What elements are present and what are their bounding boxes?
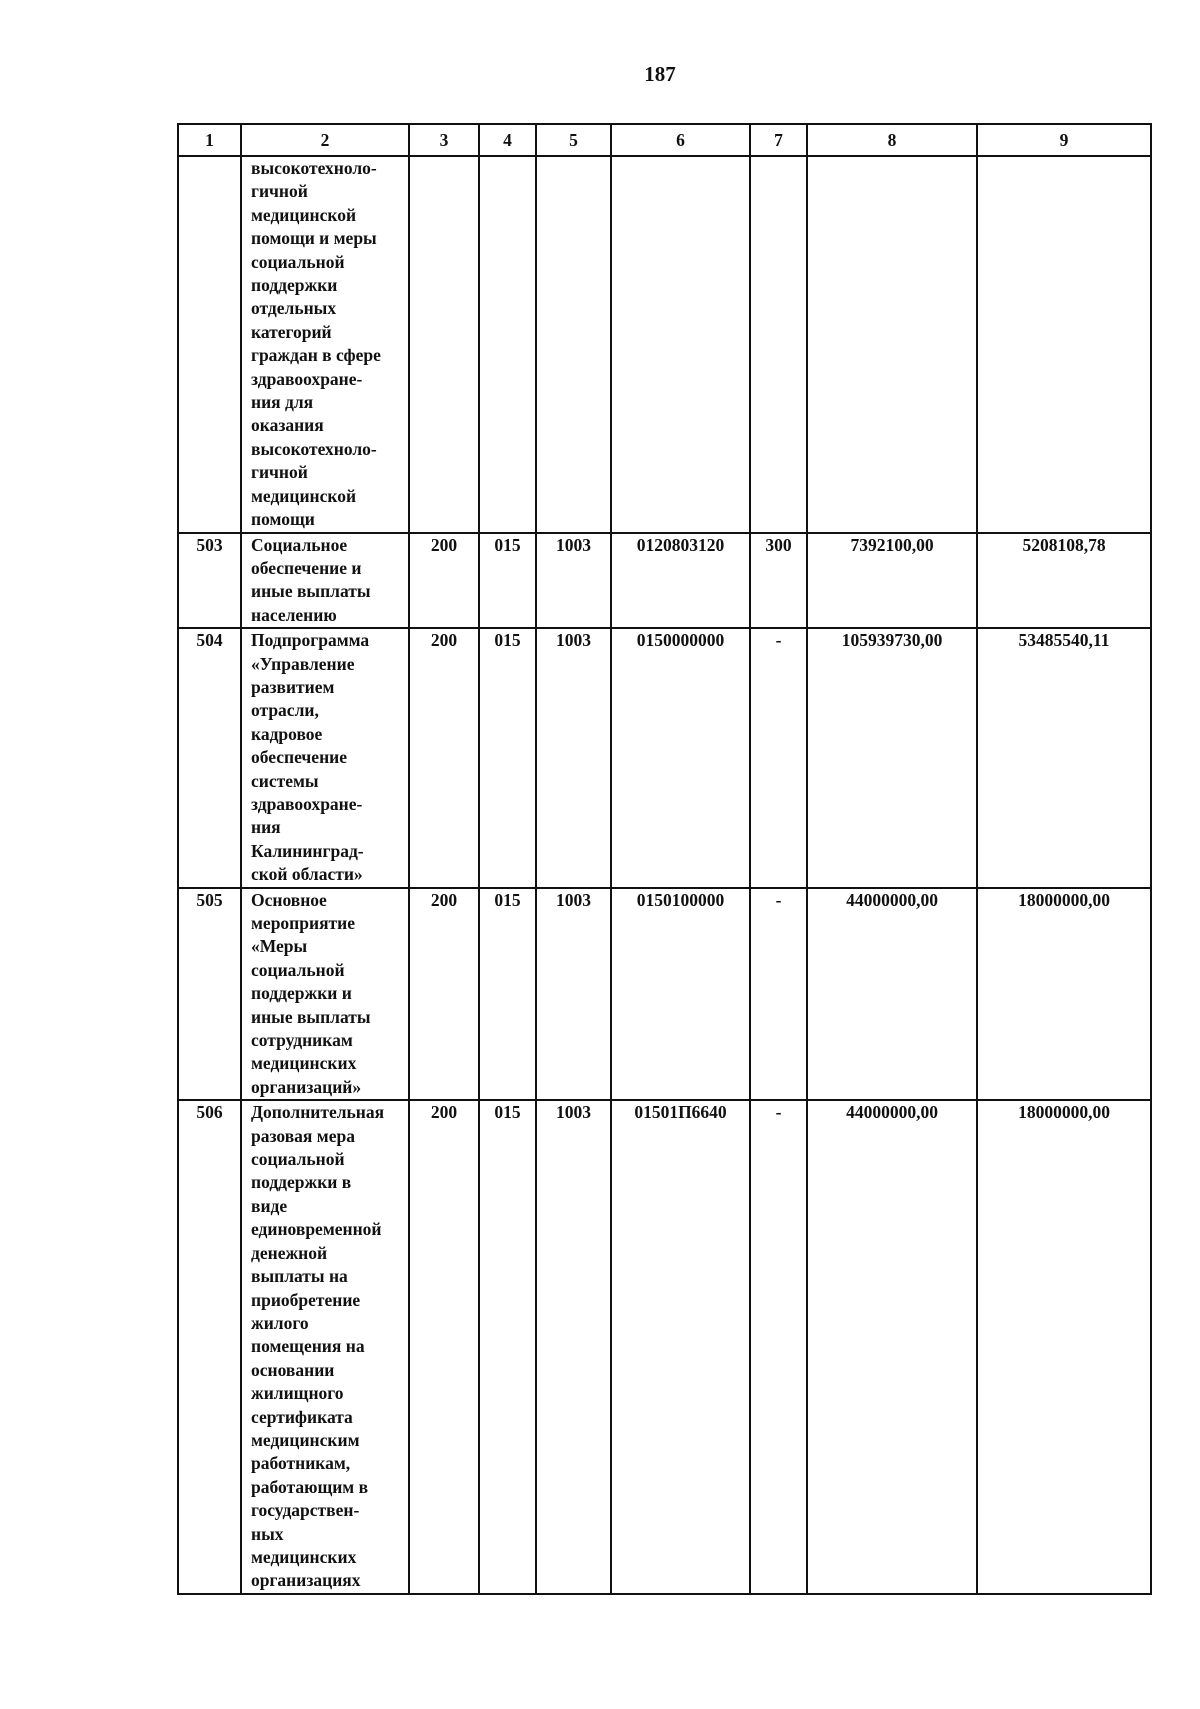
cell-col-5 xyxy=(536,156,611,533)
column-header: 9 xyxy=(977,124,1151,156)
cell-col-4: 015 xyxy=(479,1100,536,1594)
column-header: 3 xyxy=(409,124,479,156)
cell-col-7: - xyxy=(750,628,807,887)
page-number: 187 xyxy=(644,62,676,86)
cell-col-8: 44000000,00 xyxy=(807,888,977,1101)
table-row xyxy=(178,533,1151,629)
table-row xyxy=(178,1100,1151,1594)
cell-col-9: 5208108,78 xyxy=(977,533,1151,629)
cell-col-8: 44000000,00 xyxy=(807,1100,977,1594)
column-header: 5 xyxy=(536,124,611,156)
table-header-row xyxy=(178,124,1151,156)
cell-col-8: 105939730,00 xyxy=(807,628,977,887)
cell-col-3: 200 xyxy=(409,533,479,629)
cell-col-6: 01501П6640 xyxy=(611,1100,750,1594)
column-header: 2 xyxy=(241,124,409,156)
cell-col-7: - xyxy=(750,1100,807,1594)
cell-col-6 xyxy=(611,156,750,533)
cell-col-7: 300 xyxy=(750,533,807,629)
row-number-cell: 506 xyxy=(178,1100,241,1594)
cell-col-3: 200 xyxy=(409,888,479,1101)
cell-col-6: 0120803120 xyxy=(611,533,750,629)
cell-col-8: 7392100,00 xyxy=(807,533,977,629)
table-row xyxy=(178,156,1151,533)
row-name-cell: Социальное обеспечение и иные выплаты населению xyxy=(241,533,409,629)
cell-col-9: 18000000,00 xyxy=(977,1100,1151,1594)
row-number-cell: 505 xyxy=(178,888,241,1101)
cell-col-4: 015 xyxy=(479,888,536,1101)
column-header: 6 xyxy=(611,124,750,156)
cell-col-3: 200 xyxy=(409,1100,479,1594)
row-number-cell: 504 xyxy=(178,628,241,887)
budget-table xyxy=(177,123,1152,1595)
column-header: 7 xyxy=(750,124,807,156)
cell-col-8 xyxy=(807,156,977,533)
cell-col-3: 200 xyxy=(409,628,479,887)
cell-col-5: 1003 xyxy=(536,888,611,1101)
row-name-cell: Дополнительная разовая мера социальной поддержки в виде единовременной денежной выплаты на приобретение жилого помещения на основании жилищного сертификата медицинским работникам, работающим в государствен- ных медицинских организациях xyxy=(241,1100,409,1594)
cell-col-5: 1003 xyxy=(536,1100,611,1594)
row-number-cell xyxy=(178,156,241,533)
cell-col-7: - xyxy=(750,888,807,1101)
row-name-cell: Основное мероприятие «Меры социальной поддержки и иные выплаты сотрудникам медицинских организаций» xyxy=(241,888,409,1101)
cell-col-9: 53485540,11 xyxy=(977,628,1151,887)
row-name-cell: высокотехноло- гичной медицинской помощи и меры социальной поддержки отдельных категорий граждан в сфере здравоохране- ния для оказания высокотехноло- гичной медицинской помощи xyxy=(241,156,409,533)
table-row xyxy=(178,628,1151,887)
cell-col-4 xyxy=(479,156,536,533)
cell-col-3 xyxy=(409,156,479,533)
row-name-cell: Подпрограмма «Управление развитием отрасли, кадровое обеспечение системы здравоохране- ния Калининград- ской области» xyxy=(241,628,409,887)
cell-col-6: 0150000000 xyxy=(611,628,750,887)
cell-col-4: 015 xyxy=(479,628,536,887)
column-header: 1 xyxy=(178,124,241,156)
cell-col-5: 1003 xyxy=(536,533,611,629)
cell-col-5: 1003 xyxy=(536,628,611,887)
column-header: 8 xyxy=(807,124,977,156)
cell-col-9: 18000000,00 xyxy=(977,888,1151,1101)
cell-col-9 xyxy=(977,156,1151,533)
column-header: 4 xyxy=(479,124,536,156)
cell-col-4: 015 xyxy=(479,533,536,629)
table-row xyxy=(178,888,1151,1101)
cell-col-7 xyxy=(750,156,807,533)
cell-col-6: 0150100000 xyxy=(611,888,750,1101)
row-number-cell: 503 xyxy=(178,533,241,629)
